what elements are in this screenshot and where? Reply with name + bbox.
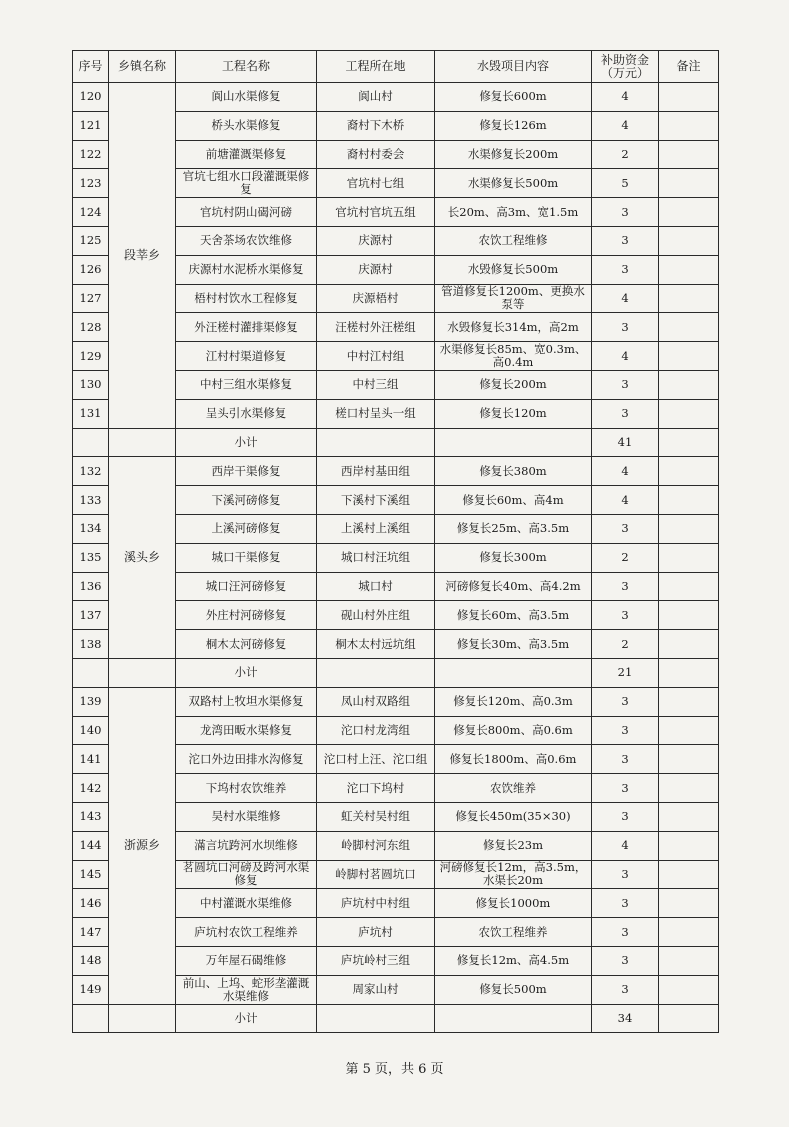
content-cell: 修复长1800m、高0.6m [435, 745, 592, 774]
header-project: 工程名称 [176, 51, 317, 83]
project-cell: 桥头水渠修复 [176, 111, 317, 140]
town-cell: 浙源乡 [109, 687, 176, 1004]
header-content: 水毁项目内容 [435, 51, 592, 83]
subtotal-row [73, 1004, 719, 1033]
location-cell: 下溪村下溪组 [317, 486, 435, 515]
project-cell: 上溪河磅修复 [176, 514, 317, 543]
subtotal-content-cell [435, 658, 592, 687]
note-cell [659, 543, 719, 572]
project-cell: 西岸干渠修复 [176, 457, 317, 486]
subtotal-note-cell [659, 1004, 719, 1033]
content-cell: 河磅修复长12m，高3.5m，水渠长20m [435, 860, 592, 889]
seq-cell: 128 [73, 313, 109, 342]
location-cell: 裔村村委会 [317, 140, 435, 169]
seq-cell: 127 [73, 284, 109, 313]
location-cell: 凤山村双路组 [317, 687, 435, 716]
note-cell [659, 226, 719, 255]
subtotal-note-cell [659, 428, 719, 457]
subtotal-location-cell [317, 658, 435, 687]
funding-cell: 3 [592, 745, 659, 774]
location-cell: 裔村下木桥 [317, 111, 435, 140]
subtotal-location-cell [317, 428, 435, 457]
location-cell: 西岸村基田组 [317, 457, 435, 486]
project-cell: 城口干渠修复 [176, 543, 317, 572]
location-cell: 岭脚村河东组 [317, 831, 435, 860]
subtotal-label: 小计 [176, 1004, 317, 1033]
note-cell [659, 83, 719, 112]
town-cell: 段莘乡 [109, 83, 176, 429]
subtotal-town-cell [109, 658, 176, 687]
content-cell: 农饮维养 [435, 774, 592, 803]
note-cell [659, 745, 719, 774]
note-cell [659, 601, 719, 630]
location-cell: 沱口下坞村 [317, 774, 435, 803]
subtotal-value: 34 [592, 1004, 659, 1033]
seq-cell: 125 [73, 226, 109, 255]
content-cell: 修复长1000m [435, 889, 592, 918]
project-cell: 万年屋石碣维修 [176, 946, 317, 975]
location-cell: 岭脚村茗圆坑口 [317, 860, 435, 889]
location-cell: 沱口村上汪、沱口组 [317, 745, 435, 774]
project-cell: 外汪槎村灌排渠修复 [176, 313, 317, 342]
note-cell [659, 860, 719, 889]
location-cell: 砚山村外庄组 [317, 601, 435, 630]
note-cell [659, 486, 719, 515]
funding-cell: 3 [592, 946, 659, 975]
seq-cell: 147 [73, 918, 109, 947]
project-cell: 呈头引水渠修复 [176, 399, 317, 428]
funding-cell: 4 [592, 831, 659, 860]
content-cell: 农饮工程维养 [435, 918, 592, 947]
seq-cell: 148 [73, 946, 109, 975]
funding-cell: 3 [592, 399, 659, 428]
funding-cell: 4 [592, 342, 659, 371]
content-cell: 水渠修复长200m [435, 140, 592, 169]
seq-cell: 143 [73, 802, 109, 831]
seq-cell: 133 [73, 486, 109, 515]
content-cell: 管道修复长1200m、更换水泵等 [435, 284, 592, 313]
content-cell: 河磅修复长40m、高4.2m [435, 572, 592, 601]
project-cell: 双路村上牧坦水渠修复 [176, 687, 317, 716]
content-cell: 修复长600m [435, 83, 592, 112]
funding-table-sheet [72, 50, 718, 1033]
location-cell: 沱口村龙湾组 [317, 716, 435, 745]
content-cell: 农饮工程维修 [435, 226, 592, 255]
project-cell: 前山、上坞、蛇形垄灌溉水渠维修 [176, 975, 317, 1004]
seq-cell: 130 [73, 370, 109, 399]
location-cell: 庆源村 [317, 255, 435, 284]
table-body [73, 83, 719, 1033]
project-cell: 滿言坑跨河水坝维修 [176, 831, 317, 860]
seq-cell: 123 [73, 169, 109, 198]
location-cell: 槎口村呈头一组 [317, 399, 435, 428]
subtotal-note-cell [659, 658, 719, 687]
seq-cell: 126 [73, 255, 109, 284]
subtotal-location-cell [317, 1004, 435, 1033]
content-cell: 长20m、高3m、宽1.5m [435, 198, 592, 227]
location-cell: 城口村 [317, 572, 435, 601]
funding-cell: 2 [592, 140, 659, 169]
location-cell: 城口村汪坑组 [317, 543, 435, 572]
note-cell [659, 630, 719, 659]
note-cell [659, 802, 719, 831]
content-cell: 水毁修复长500m [435, 255, 592, 284]
project-cell: 龙湾田畈水渠修复 [176, 716, 317, 745]
project-cell: 官坑七组水口段灌溉渠修复 [176, 169, 317, 198]
content-cell: 水渠修复长500m [435, 169, 592, 198]
note-cell [659, 514, 719, 543]
funding-cell: 4 [592, 83, 659, 112]
project-cell: 天舍茶场农饮维修 [176, 226, 317, 255]
subtotal-seq-cell [73, 658, 109, 687]
header-note: 备注 [659, 51, 719, 83]
location-cell: 庐坑村中村组 [317, 889, 435, 918]
funding-cell: 4 [592, 457, 659, 486]
content-cell: 修复长800m、高0.6m [435, 716, 592, 745]
content-cell: 修复长12m、高4.5m [435, 946, 592, 975]
project-cell: 前塘灌溉渠修复 [176, 140, 317, 169]
table-row [73, 457, 719, 486]
note-cell [659, 313, 719, 342]
content-cell: 修复长450m(35×30) [435, 802, 592, 831]
page-footer: 第 5 页，共 6 页 [345, 1062, 444, 1077]
seq-cell: 132 [73, 457, 109, 486]
funding-cell: 3 [592, 514, 659, 543]
project-cell: 城口汪河磅修复 [176, 572, 317, 601]
seq-cell: 144 [73, 831, 109, 860]
subtotal-seq-cell [73, 1004, 109, 1033]
note-cell [659, 111, 719, 140]
location-cell: 汪槎村外汪槎组 [317, 313, 435, 342]
location-cell: 阆山村 [317, 83, 435, 112]
funding-cell: 3 [592, 255, 659, 284]
location-cell: 庐坑村 [317, 918, 435, 947]
funding-cell: 3 [592, 198, 659, 227]
seq-cell: 134 [73, 514, 109, 543]
note-cell [659, 918, 719, 947]
seq-cell: 131 [73, 399, 109, 428]
funding-cell: 3 [592, 572, 659, 601]
location-cell: 官坑村七组 [317, 169, 435, 198]
funding-cell: 3 [592, 774, 659, 803]
header-seq: 序号 [73, 51, 109, 83]
seq-cell: 141 [73, 745, 109, 774]
seq-cell: 129 [73, 342, 109, 371]
seq-cell: 145 [73, 860, 109, 889]
subtotal-seq-cell [73, 428, 109, 457]
location-cell: 庆源村 [317, 226, 435, 255]
funding-cell: 3 [592, 802, 659, 831]
location-cell: 桐木太村远坑组 [317, 630, 435, 659]
note-cell [659, 140, 719, 169]
location-cell: 虹关村吴村组 [317, 802, 435, 831]
project-cell: 中村灌溉水渠维修 [176, 889, 317, 918]
project-cell: 吴村水渠维修 [176, 802, 317, 831]
header-funding: 补助资金（万元） [592, 51, 659, 83]
project-cell: 外庄村河磅修复 [176, 601, 317, 630]
project-cell: 官坑村阴山碣河磅 [176, 198, 317, 227]
note-cell [659, 774, 719, 803]
seq-cell: 139 [73, 687, 109, 716]
note-cell [659, 284, 719, 313]
location-cell: 官坑村官坑五组 [317, 198, 435, 227]
project-cell: 下坞村农饮维养 [176, 774, 317, 803]
funding-cell: 3 [592, 918, 659, 947]
subtotal-row [73, 428, 719, 457]
subtotal-value: 41 [592, 428, 659, 457]
subtotal-label: 小计 [176, 428, 317, 457]
seq-cell: 121 [73, 111, 109, 140]
note-cell [659, 342, 719, 371]
content-cell: 修复长126m [435, 111, 592, 140]
funding-cell: 3 [592, 313, 659, 342]
funding-cell: 3 [592, 687, 659, 716]
town-cell: 溪头乡 [109, 457, 176, 659]
content-cell: 修复长120m [435, 399, 592, 428]
content-cell: 修复长300m [435, 543, 592, 572]
seq-cell: 120 [73, 83, 109, 112]
note-cell [659, 169, 719, 198]
table-row [73, 687, 719, 716]
project-cell: 庐坑村农饮工程维养 [176, 918, 317, 947]
content-cell: 修复长380m [435, 457, 592, 486]
note-cell [659, 716, 719, 745]
project-cell: 阆山水渠修复 [176, 83, 317, 112]
note-cell [659, 572, 719, 601]
content-cell: 水渠修复长85m、宽0.3m、高0.4m [435, 342, 592, 371]
note-cell [659, 975, 719, 1004]
seq-cell: 136 [73, 572, 109, 601]
content-cell: 水毁修复长314m，高2m [435, 313, 592, 342]
subtotal-label: 小计 [176, 658, 317, 687]
funding-cell: 3 [592, 889, 659, 918]
location-cell: 庆源梧村 [317, 284, 435, 313]
funding-cell: 3 [592, 975, 659, 1004]
project-cell: 茗圆坑口河磅及跨河水渠修复 [176, 860, 317, 889]
note-cell [659, 255, 719, 284]
seq-cell: 142 [73, 774, 109, 803]
content-cell: 修复长60m、高4m [435, 486, 592, 515]
funding-cell: 4 [592, 111, 659, 140]
funding-cell: 4 [592, 284, 659, 313]
funding-cell: 3 [592, 370, 659, 399]
subtotal-town-cell [109, 428, 176, 457]
project-cell: 庆源村水泥桥水渠修复 [176, 255, 317, 284]
location-cell: 上溪村上溪组 [317, 514, 435, 543]
seq-cell: 140 [73, 716, 109, 745]
funding-table [72, 50, 719, 1033]
funding-cell: 2 [592, 630, 659, 659]
project-cell: 下溪河磅修复 [176, 486, 317, 515]
seq-cell: 122 [73, 140, 109, 169]
note-cell [659, 831, 719, 860]
seq-cell: 138 [73, 630, 109, 659]
project-cell: 沱口外边田排水沟修复 [176, 745, 317, 774]
location-cell: 中村江村组 [317, 342, 435, 371]
funding-cell: 3 [592, 716, 659, 745]
content-cell: 修复长200m [435, 370, 592, 399]
seq-cell: 124 [73, 198, 109, 227]
note-cell [659, 946, 719, 975]
content-cell: 修复长30m、高3.5m [435, 630, 592, 659]
funding-cell: 2 [592, 543, 659, 572]
content-cell: 修复长120m、高0.3m [435, 687, 592, 716]
funding-cell: 4 [592, 486, 659, 515]
subtotal-content-cell [435, 428, 592, 457]
header-location: 工程所在地 [317, 51, 435, 83]
content-cell: 修复长23m [435, 831, 592, 860]
note-cell [659, 370, 719, 399]
content-cell: 修复长60m、高3.5m [435, 601, 592, 630]
location-cell: 周家山村 [317, 975, 435, 1004]
seq-cell: 146 [73, 889, 109, 918]
seq-cell: 137 [73, 601, 109, 630]
note-cell [659, 687, 719, 716]
note-cell [659, 457, 719, 486]
funding-cell: 5 [592, 169, 659, 198]
content-cell: 修复长25m、高3.5m [435, 514, 592, 543]
subtotal-town-cell [109, 1004, 176, 1033]
project-cell: 梧村村饮水工程修复 [176, 284, 317, 313]
note-cell [659, 198, 719, 227]
note-cell [659, 399, 719, 428]
funding-cell: 3 [592, 601, 659, 630]
location-cell: 中村三组 [317, 370, 435, 399]
seq-cell: 135 [73, 543, 109, 572]
seq-cell: 149 [73, 975, 109, 1004]
header-town: 乡镇名称 [109, 51, 176, 83]
location-cell: 庐坑岭村三组 [317, 946, 435, 975]
subtotal-value: 21 [592, 658, 659, 687]
table-header-row [73, 51, 719, 83]
note-cell [659, 889, 719, 918]
funding-cell: 3 [592, 860, 659, 889]
subtotal-content-cell [435, 1004, 592, 1033]
funding-cell: 3 [592, 226, 659, 255]
subtotal-row [73, 658, 719, 687]
project-cell: 江村村渠道修复 [176, 342, 317, 371]
content-cell: 修复长500m [435, 975, 592, 1004]
table-row [73, 83, 719, 112]
project-cell: 中村三组水渠修复 [176, 370, 317, 399]
project-cell: 桐木太河磅修复 [176, 630, 317, 659]
